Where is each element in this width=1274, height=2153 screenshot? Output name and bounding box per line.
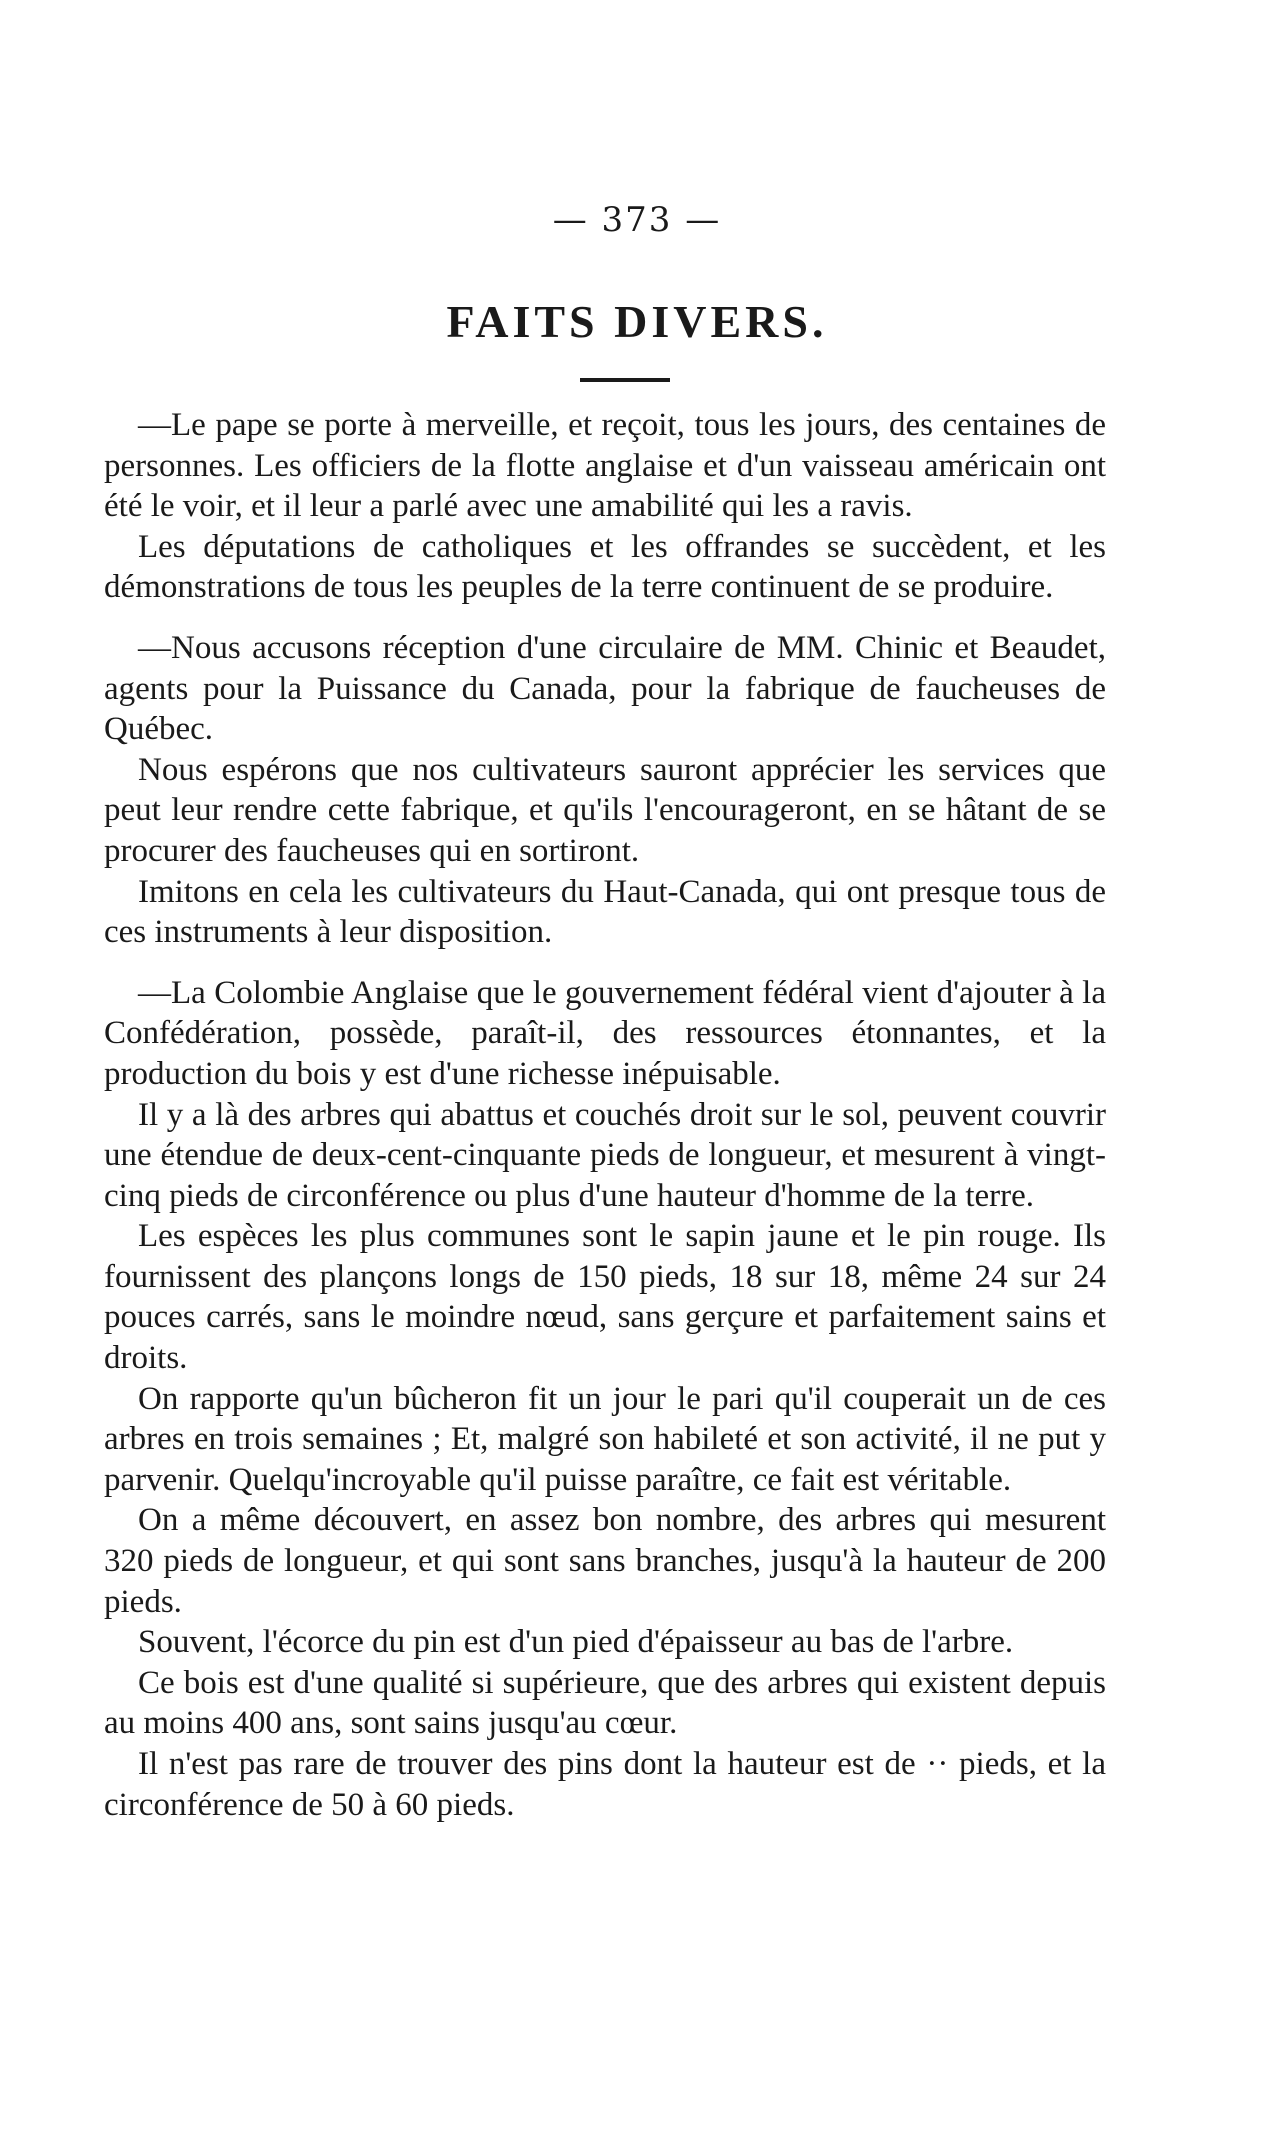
paragraph: Ce bois est d'une qualité si supérieure, que des arbres qui existent depuis au moins 400 ans, sont sains jusqu'au cœur. (104, 1664, 1106, 1742)
paragraph: Nous espérons que nos cultivateurs sauront apprécier les services que peut leur rendre cette fabrique, et qu'ils l'encourageront, en se hâtant de se procurer des faucheuses qui en sortiront. (104, 751, 1106, 869)
paragraph: —Le pape se porte à merveille, et reçoit, tous les jours, des centaines de personnes. Les officiers de la flotte anglaise et d'un vaisseau américain ont été le voir, et il leur a parlé avec une amabilité qui les a ravis. (104, 407, 1106, 525)
paragraph: Les députations de catholiques et les offrandes se succèdent, et les démonstrations de tous les peuples de la terre continuent de se produire. (104, 528, 1106, 606)
paragraph: —La Colombie Anglaise que le gouvernement fédéral vient d'ajouter à la Confédération, possède, paraît-il, des ressources étonnantes, et la production du bois y est d'une richesse inépuisable. (104, 974, 1106, 1092)
paragraph: On a même découvert, en assez bon nombre, des arbres qui mesurent 320 pieds de longueur, et qui sont sans branches, jusqu'à la hauteur de 200 pieds. (104, 1502, 1106, 1620)
title-divider (580, 378, 670, 382)
section-title: FAITS DIVERS. (446, 296, 828, 347)
paragraph: Les espèces les plus communes sont le sapin jaune et le pin rouge. Ils fournissent des plançons longs de 150 pieds, 18 sur 18, même 24 sur 24 pouces carrés, sans le moindre nœud, sans gerçure et parfaitement sains et droits. (104, 1218, 1106, 1377)
paragraph: Il y a là des arbres qui abattus et couchés droit sur le sol, peuvent couvrir une étendue de deux-cent-cinquante pieds de longueur, et mesurent à vingt-cinq pieds de circonférence ou plus d'une hauteur d'homme de la terre. (104, 1096, 1106, 1214)
paragraph: Imitons en cela les cultivateurs du Haut-Canada, qui ont presque tous de ces instruments à leur disposition. (104, 873, 1106, 951)
page-number: — 373 — (552, 200, 722, 240)
paragraph: —Nous accusons réception d'une circulaire de MM. Chinic et Beaudet, agents pour la Puissance du Canada, pour la fabrique de faucheuses de Québec. (104, 629, 1106, 748)
article-body (104, 405, 1106, 1825)
paragraph: On rapporte qu'un bûcheron fit un jour le pari qu'il couperait un de ces arbres en trois semaines ; Et, malgré son habileté et son activité, il ne put y parvenir. Quelqu'incroyable qu'il puisse paraître, ce fait est véritable. (104, 1380, 1106, 1498)
paragraph: Il n'est pas rare de trouver des pins dont la hauteur est de ·· pieds, et la circonférence de 50 à 60 pieds. (104, 1746, 1106, 1823)
paragraph: Souvent, l'écorce du pin est d'un pied d'épaisseur au bas de l'arbre. (138, 1624, 1014, 1661)
